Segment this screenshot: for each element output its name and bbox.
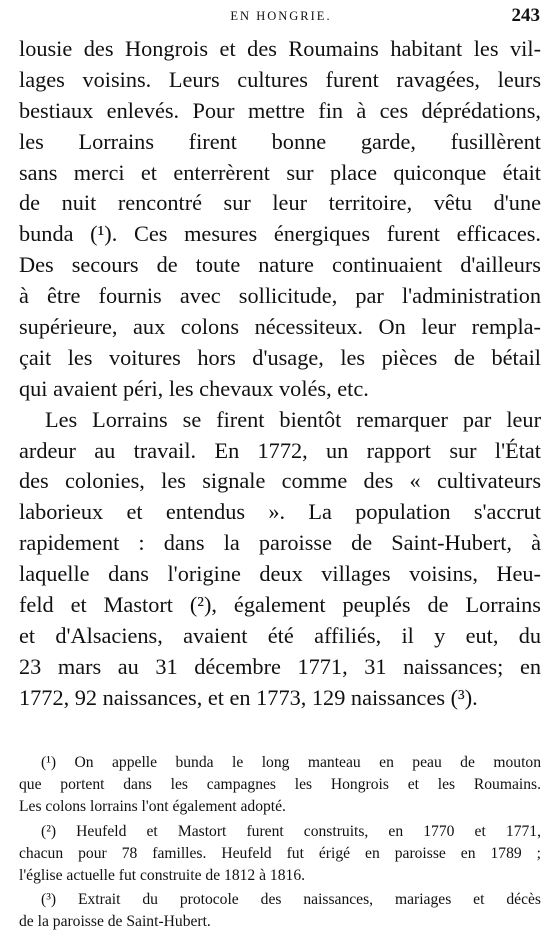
- text-line: lousie des Hongrois et des Roumains habitant les vil-: [19, 36, 541, 61]
- text-line: 23 mars au 31 décembre 1771, 31 naissances; en: [19, 653, 541, 679]
- text-line: 1772, 92 naissances, et en 1773, 129 naissances (³).: [19, 684, 478, 710]
- paragraph: [19, 34, 541, 405]
- footnote-line: (²) Heufeld et Mastort furent construits, en 1770 et 1771,: [41, 822, 541, 840]
- text-line: des colonies, les signale comme des « cultivateurs: [19, 468, 541, 494]
- text-line: sans merci et enterrèrent sur place quiconque était: [19, 159, 541, 185]
- text-line: rapidement : dans la paroisse de Saint-Hubert, à: [19, 530, 541, 556]
- text-line: bunda (¹). Ces mesures énergiques furent efficaces.: [19, 221, 541, 247]
- footnotes: [19, 752, 541, 934]
- body-text: [19, 34, 541, 714]
- footnote-line: Les colons lorrains l'ont également adopté.: [19, 798, 286, 816]
- text-line: feld et Mastort (²), également peuplés de Lorrains: [19, 592, 541, 618]
- footnote-line: de la paroisse de Saint-Hubert.: [19, 913, 211, 931]
- text-line: les Lorrains firent bonne garde, fusillèrent: [19, 128, 541, 154]
- text-line: laquelle dans l'origine deux villages voisins, Heu-: [19, 561, 541, 587]
- text-line: laborieux et entendus ». La population s'accrut: [19, 499, 541, 525]
- text-line: qui avaient péri, les chevaux volés, etc.: [19, 375, 369, 401]
- footnote-line: chacun pour 78 familles. Heufeld fut érigé en paroisse en 1789 ;: [19, 844, 541, 862]
- text-line: bestiaux enlevés. Pour mettre fin à ces déprédations,: [19, 97, 541, 123]
- footnote-line: (¹) On appelle bunda le long manteau en peau de mouton: [41, 754, 541, 771]
- text-line: de nuit rencontré sur leur territoire, vêtu d'une: [19, 190, 541, 216]
- page-number: 243: [511, 5, 540, 26]
- text-line: lages voisins. Leurs cultures furent ravagées, leurs: [19, 66, 541, 92]
- text-line: Des secours de toute nature continuaient d'ailleurs: [19, 252, 541, 278]
- text-line: çait les voitures hors d'usage, les pièces de bétail: [19, 344, 541, 370]
- running-head: [22, 5, 540, 27]
- footnote-2: [19, 821, 541, 888]
- footnote-line: que portent dans les campagnes les Hongrois et les Roumains.: [19, 776, 541, 794]
- footnote-line: (³) Extrait du protocole des naissances, mariages et décès: [41, 891, 541, 909]
- text-line: ardeur au travail. En 1772, un rapport sur l'État: [19, 437, 541, 463]
- text-line: supérieure, aux colons nécessiteux. On leur rempla-: [19, 314, 541, 340]
- paragraph: [19, 405, 541, 714]
- text-line: et d'Alsaciens, avaient été affiliés, il y eut, du: [19, 622, 541, 648]
- footnote-3: [19, 889, 541, 933]
- footnote-line: l'église actuelle fut construite de 1812 à 1816.: [19, 866, 306, 884]
- text-line: à être fournis avec sollicitude, par l'administration: [19, 283, 541, 309]
- running-title: EN HONGRIE.: [230, 9, 332, 23]
- footnote-1: [19, 752, 541, 819]
- text-line: Les Lorrains se firent bientôt remarquer par leur: [45, 406, 541, 432]
